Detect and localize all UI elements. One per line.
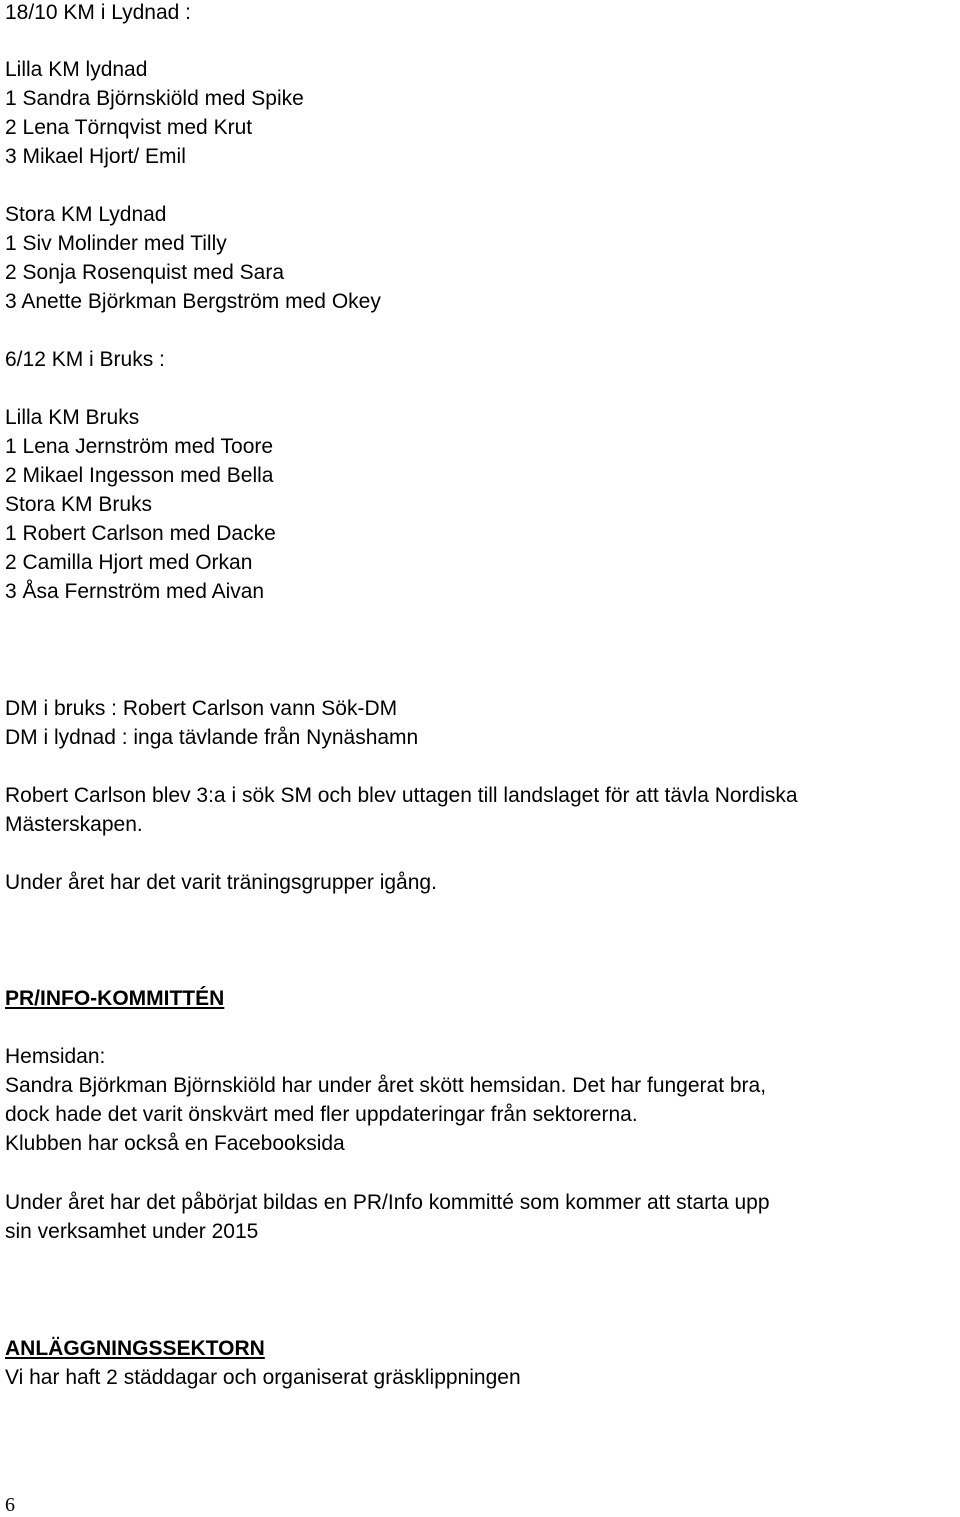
pr-paragraph-line: Sandra Björkman Björnskiöld har under året skött hemsidan. Det har fungerat bra, [5, 1074, 767, 1097]
pr-paragraph-line: dock hade det varit önskvärt med fler uppdateringar från sektorerna. [5, 1103, 638, 1126]
result-item: 2 Sonja Rosenquist med Sara [5, 261, 284, 284]
lilla-km-lydnad-heading: Lilla KM lydnad [5, 58, 148, 81]
result-item: 2 Lena Törnqvist med Krut [5, 116, 253, 139]
anlaggning-heading: ANLÄGGNINGSSEKTORN [5, 1337, 265, 1360]
committee-paragraph-line: sin verksamhet under 2015 [5, 1220, 259, 1243]
sm-paragraph-line: Robert Carlson blev 3:a i sök SM och blev uttagen till landslaget för att tävla Nordiska [5, 784, 798, 807]
committee-paragraph-line: Under året har det påbörjat bildas en PR/Info kommitté som kommer att starta upp [5, 1191, 770, 1214]
km-lydnad-title: 18/10 KM i Lydnad : [5, 1, 192, 24]
result-item: 2 Mikael Ingesson med Bella [5, 464, 274, 487]
hemsidan-label: Hemsidan: [5, 1045, 106, 1068]
result-item: 1 Sandra Björnskiöld med Spike [5, 87, 304, 110]
dm-bruks-text: DM i bruks : Robert Carlson vann Sök-DM [5, 697, 398, 720]
result-item: 3 Mikael Hjort/ Emil [5, 145, 186, 168]
lilla-km-bruks-heading: Lilla KM Bruks [5, 406, 140, 429]
pr-info-heading: PR/INFO-KOMMITTÉN [5, 987, 225, 1010]
pr-paragraph-line: Klubben har också en Facebooksida [5, 1132, 345, 1155]
km-bruks-title: 6/12 KM i Bruks : [5, 348, 165, 371]
stora-km-bruks-heading: Stora KM Bruks [5, 493, 153, 516]
result-item: 1 Robert Carlson med Dacke [5, 522, 276, 545]
dm-lydnad-text: DM i lydnad : inga tävlande från Nynäshamn [5, 726, 419, 749]
stora-km-lydnad-heading: Stora KM Lydnad [5, 203, 167, 226]
result-item: 2 Camilla Hjort med Orkan [5, 551, 253, 574]
sm-paragraph-line: Mästerskapen. [5, 813, 143, 836]
training-groups-text: Under året har det varit träningsgrupper igång. [5, 871, 437, 894]
result-item: 1 Lena Jernström med Toore [5, 435, 274, 458]
page-number: 6 [5, 1494, 15, 1516]
result-item: 1 Siv Molinder med Tilly [5, 232, 227, 255]
result-item: 3 Åsa Fernström med Aivan [5, 580, 265, 603]
anlaggning-text: Vi har haft 2 städdagar och organiserat gräsklippningen [5, 1366, 521, 1389]
result-item: 3 Anette Björkman Bergström med Okey [5, 290, 381, 313]
